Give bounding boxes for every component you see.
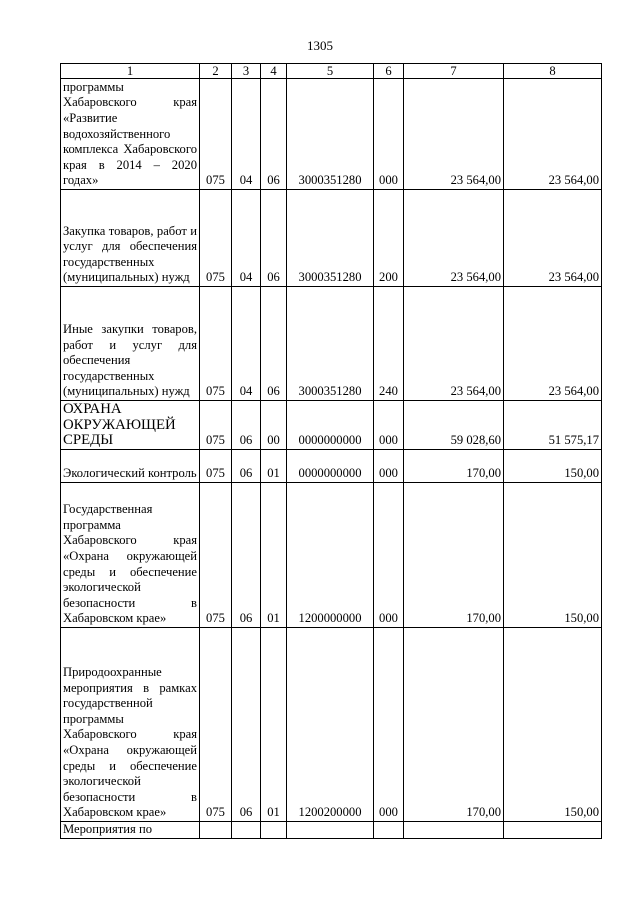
row-amount-col8: 23 564,00 xyxy=(504,190,602,287)
row-grbs xyxy=(200,822,232,839)
row-name: Иные закупки товаров, работ и услуг для обеспечения государственных (муниципальных) нужд xyxy=(61,287,200,401)
column-header-4: 4 xyxy=(261,64,287,79)
column-header-3: 3 xyxy=(232,64,261,79)
row-expense-type: 000 xyxy=(374,79,404,190)
row-amount-col7: 170,00 xyxy=(404,483,504,628)
row-amount-col8: 150,00 xyxy=(504,483,602,628)
row-subsection: 06 xyxy=(261,79,287,190)
row-expense-type: 240 xyxy=(374,287,404,401)
row-section: 04 xyxy=(232,190,261,287)
table-row xyxy=(61,628,602,822)
row-target-article: 1200000000 xyxy=(287,483,374,628)
row-amount-col7: 23 564,00 xyxy=(404,79,504,190)
column-header-7: 7 xyxy=(404,64,504,79)
row-name: программы Хабаровского края «Развитие водохозяйственного комплекса Хабаровского края в 2014 – 2020 годах» xyxy=(61,79,200,190)
row-section: 04 xyxy=(232,79,261,190)
row-section: 06 xyxy=(232,450,261,483)
row-amount-col7: 23 564,00 xyxy=(404,190,504,287)
row-target-article: 3000351280 xyxy=(287,287,374,401)
row-section: 06 xyxy=(232,401,261,450)
row-grbs: 075 xyxy=(200,450,232,483)
row-amount-col8: 23 564,00 xyxy=(504,79,602,190)
row-amount-col7 xyxy=(404,822,504,839)
row-subsection xyxy=(261,822,287,839)
header-row xyxy=(61,64,602,79)
row-target-article: 0000000000 xyxy=(287,450,374,483)
row-name: Закупка товаров, работ и услуг для обеспечения государственных (муниципальных) нужд xyxy=(61,190,200,287)
row-section: 04 xyxy=(232,287,261,401)
column-header-8: 8 xyxy=(504,64,602,79)
row-amount-col7: 170,00 xyxy=(404,450,504,483)
row-amount-col8: 23 564,00 xyxy=(504,287,602,401)
row-amount-col7: 170,00 xyxy=(404,628,504,822)
row-grbs: 075 xyxy=(200,483,232,628)
row-target-article: 3000351280 xyxy=(287,190,374,287)
row-name: Государственная программа Хабаровского края «Охрана окружающей среды и обеспечение экологической безопасности в Хабаровском крае» xyxy=(61,483,200,628)
row-expense-type: 000 xyxy=(374,450,404,483)
row-grbs: 075 xyxy=(200,287,232,401)
row-section: 06 xyxy=(232,483,261,628)
row-grbs: 075 xyxy=(200,79,232,190)
row-target-article: 0000000000 xyxy=(287,401,374,450)
row-subsection: 01 xyxy=(261,483,287,628)
row-expense-type: 000 xyxy=(374,401,404,450)
row-grbs: 075 xyxy=(200,401,232,450)
row-name: Экологический контроль xyxy=(61,450,200,483)
column-header-2: 2 xyxy=(200,64,232,79)
row-subsection: 06 xyxy=(261,287,287,401)
row-subsection: 06 xyxy=(261,190,287,287)
row-amount-col7: 59 028,60 xyxy=(404,401,504,450)
row-grbs: 075 xyxy=(200,628,232,822)
row-target-article: 1200200000 xyxy=(287,628,374,822)
table-row xyxy=(61,79,602,190)
row-name: Мероприятия по xyxy=(61,822,200,839)
row-section xyxy=(232,822,261,839)
table-row xyxy=(61,822,602,839)
row-subsection: 01 xyxy=(261,450,287,483)
page-number: 1305 xyxy=(307,38,333,53)
row-name: Природоохранные мероприятия в рамках государственной программы Хабаровского края «Охрана окружающей среды и обеспечение экологической безопасности в Хабаровском крае» xyxy=(61,628,200,822)
row-expense-type: 200 xyxy=(374,190,404,287)
row-expense-type: 000 xyxy=(374,628,404,822)
table-row xyxy=(61,287,602,401)
row-expense-type xyxy=(374,822,404,839)
column-header-1: 1 xyxy=(61,64,200,79)
row-section: 06 xyxy=(232,628,261,822)
row-name: ОХРАНА ОКРУЖАЮЩЕЙ СРЕДЫ xyxy=(61,401,200,450)
row-amount-col8 xyxy=(504,822,602,839)
budget-table xyxy=(60,63,602,839)
column-header-5: 5 xyxy=(287,64,374,79)
row-subsection: 00 xyxy=(261,401,287,450)
row-target-article: 3000351280 xyxy=(287,79,374,190)
row-grbs: 075 xyxy=(200,190,232,287)
table-row xyxy=(61,450,602,483)
column-header-6: 6 xyxy=(374,64,404,79)
row-amount-col8: 150,00 xyxy=(504,450,602,483)
row-target-article xyxy=(287,822,374,839)
row-amount-col8: 51 575,17 xyxy=(504,401,602,450)
table-row xyxy=(61,483,602,628)
table-row xyxy=(61,401,602,450)
row-amount-col7: 23 564,00 xyxy=(404,287,504,401)
row-expense-type: 000 xyxy=(374,483,404,628)
table-row xyxy=(61,190,602,287)
row-subsection: 01 xyxy=(261,628,287,822)
row-amount-col8: 150,00 xyxy=(504,628,602,822)
